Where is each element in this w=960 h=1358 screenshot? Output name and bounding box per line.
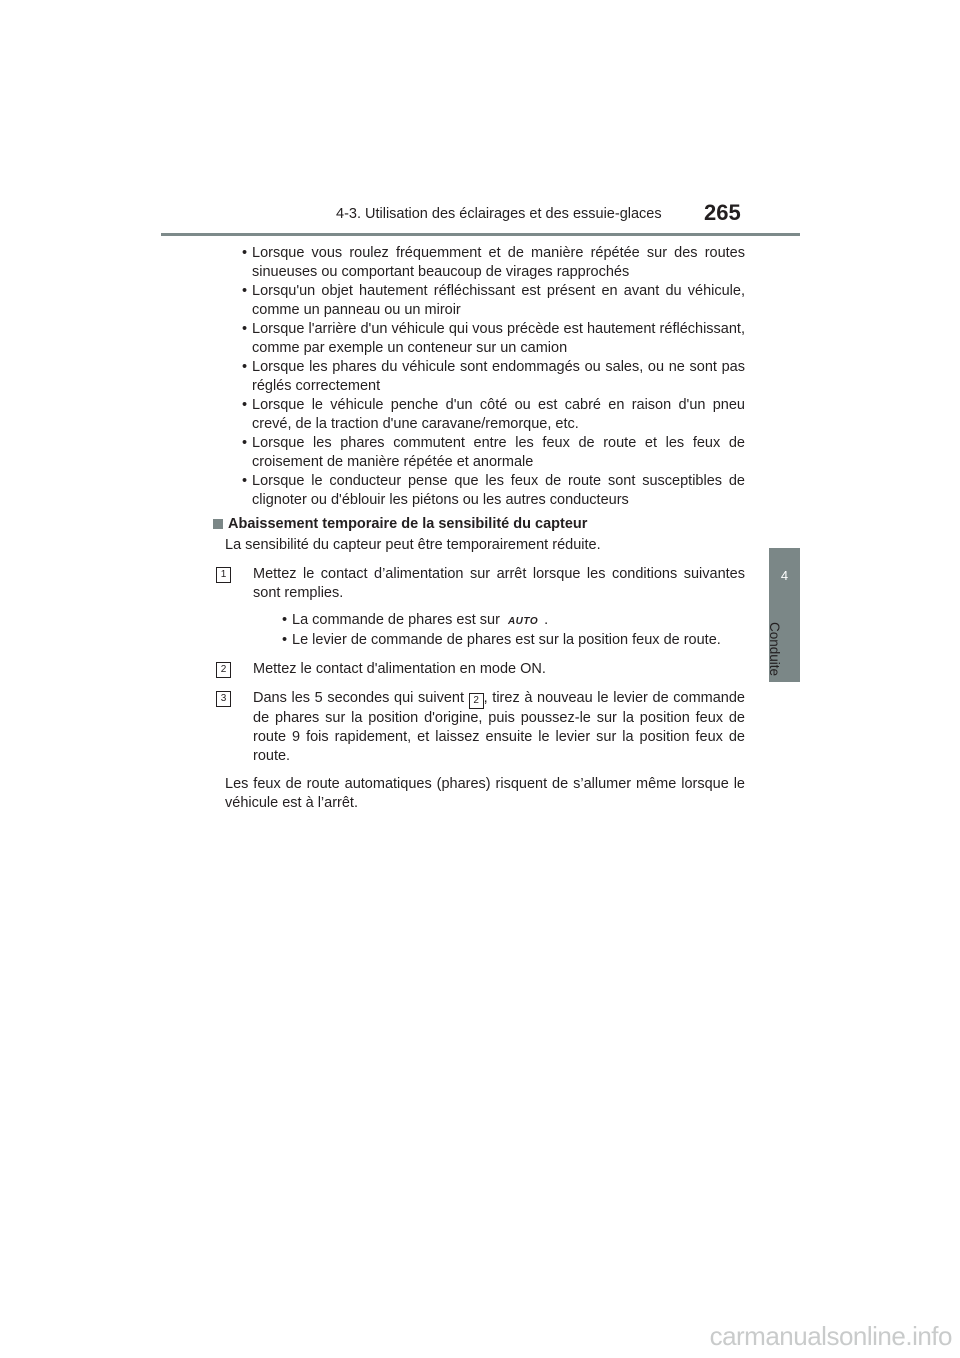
condition-list xyxy=(213,244,745,510)
chapter-label: Conduite xyxy=(767,622,782,677)
chapter-number: 4 xyxy=(780,568,789,583)
section-intro: La sensibilité du capteur peut être temporairement réduite. xyxy=(225,537,601,553)
section-title: 4-3. Utilisation des éclairages et des essuie-glaces xyxy=(336,206,662,222)
step-text: Mettez le contact d'alimentation en mode ON. xyxy=(253,661,546,677)
list-item: • Lorsque vous roulez fréquemment et de manière répétée sur des routes sinueuses ou comportant beaucoup de virages rapprochés xyxy=(213,244,745,282)
heading-square-icon xyxy=(213,519,223,529)
step-1 xyxy=(213,565,745,650)
section-note: Les feux de route automatiques (phares) risquent de s’allumer même lorsque le véhicule est à l’arrêt. xyxy=(225,776,745,811)
page-content xyxy=(213,244,745,813)
step-number-icon: 3 xyxy=(216,691,231,707)
list-item: • Lorsqu'un objet hautement réfléchissant est présent en avant du véhicule, comme un panneau ou un miroir xyxy=(213,282,745,320)
watermark: carmanualsonline.info xyxy=(709,1321,952,1351)
list-item: • La commande de phares est sur AUTO . xyxy=(253,611,745,631)
list-item: • Lorsque l'arrière d'un véhicule qui vous précède est hautement réfléchissant, comme par exemple un conteneur sur un camion xyxy=(213,320,745,358)
step-3 xyxy=(213,689,745,766)
step-text-before: Dans les 5 secondes qui suivent xyxy=(253,690,464,706)
auto-symbol-icon: AUTO xyxy=(507,616,539,627)
step-number-icon: 2 xyxy=(216,662,231,678)
section-heading-text: Abaissement temporaire de la sensibilité du capteur xyxy=(228,516,588,532)
step-2 xyxy=(213,660,745,679)
page-number: 265 xyxy=(704,200,741,225)
list-item: • Lorsque le véhicule penche d'un côté ou est cabré en raison d'un pneu crevé, de la traction d'une caravane/remorque, etc. xyxy=(213,396,745,434)
list-item: • Lorsque le conducteur pense que les feux de route sont susceptibles de clignoter ou d'éblouir les piétons ou les autres conducteurs xyxy=(213,472,745,510)
step-text: Mettez le contact d’alimentation sur arrêt lorsque les conditions suivantes sont remplies. xyxy=(253,566,745,601)
step-1-conditions xyxy=(253,611,745,650)
step-text-after: , tirez à nouveau le levier de commande de phares sur la position d'origine, puis poussez-le sur la position feux de route 9 fois rapidement, et laissez ensuite le levier sur la position feux de route. xyxy=(253,690,745,764)
list-item: • Lorsque les phares commutent entre les feux de route et les feux de croisement de manière répétée et anormale xyxy=(213,434,745,472)
step-number-icon: 1 xyxy=(216,567,231,583)
list-item: • Lorsque les phares du véhicule sont endommagés ou sales, ou ne sont pas réglés correctement xyxy=(213,358,745,396)
header-rule xyxy=(161,233,800,236)
step-reference-icon: 2 xyxy=(469,693,484,709)
list-item: • Le levier de commande de phares est sur la position feux de route. xyxy=(253,631,745,650)
section-heading xyxy=(213,515,745,534)
